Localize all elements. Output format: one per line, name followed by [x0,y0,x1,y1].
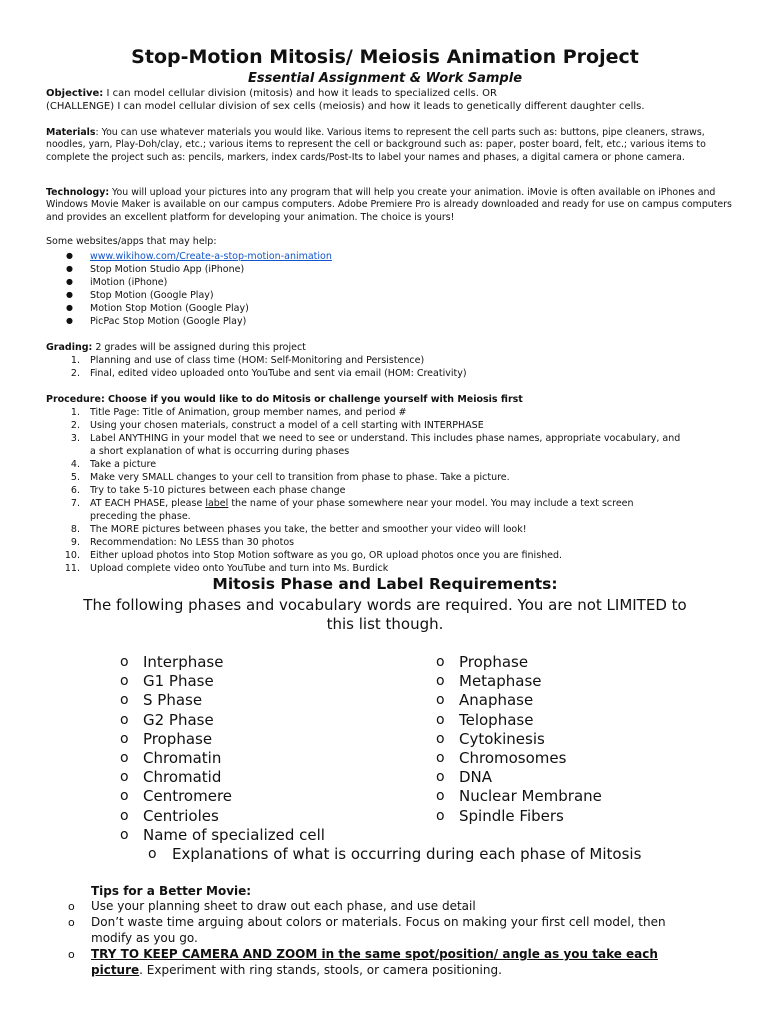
bullet-icon: ● [66,316,73,325]
bullet-o: o [120,730,129,747]
objective-line-2: (CHALLENGE) I can model cellular division of sex cells (meiosis) and how it leads to genetically different daughter cells. [46,101,645,112]
list-number: 1. [70,355,80,366]
procedure-item: Label ANYTHING in your model that we need to see or understand. This includes phase names, appropriate vocabulary, and [90,433,681,444]
tip-3-line-1: TRY TO KEEP CAMERA AND ZOOM in the same spot/position/ angle as you take each [91,947,658,961]
bullet-o: o [120,673,129,690]
list-number: 8. [70,524,80,535]
list-number: 5. [70,472,80,483]
procedure-item-7-start: AT EACH PHASE, please [90,498,206,509]
objective-text-1: I can model cellular division (mitosis) and how it leads to specialized cells. OR [103,88,497,99]
bullet-o: o [148,846,157,862]
bullet-o: o [436,788,445,805]
requirement-item: S Phase [143,691,203,710]
list-number: 3. [70,433,80,444]
procedure-item: Make very SMALL changes to your cell to transition from phase to phase. Take a picture. [90,472,510,483]
procedure-item-continued: a short explanation of what is occurring during phases [90,446,350,457]
websites-intro: Some websites/apps that may help: [46,236,217,247]
wikihow-link[interactable]: www.wikihow.com/Create-a-stop-motion-animation [90,251,332,262]
bullet-o: o [68,916,75,929]
bullet-o: o [436,654,445,670]
requirements-intro-1: The following phases and vocabulary words are required. You are not LIMITED to [83,596,687,614]
procedure-item-continued: preceding the phase. [90,511,191,522]
bullet-o: o [120,788,129,805]
bullet-o: o [436,807,445,824]
list-number: 9. [70,537,80,548]
procedure-item: Title Page: Title of Animation, group member names, and period # [90,407,407,418]
objective-line-1 [46,87,497,100]
procedure-heading: Procedure: Choose if you would like to do Mitosis or challenge yourself with Meiosis first [46,394,523,405]
requirement-item: Chromosomes [459,749,567,767]
bullet-icon: ● [66,303,73,312]
list-number: 11. [64,563,80,574]
grading-line [46,342,306,355]
bullet-o: o [120,654,129,670]
requirement-item: G1 Phase [143,672,214,691]
requirement-item: Interphase [143,653,224,671]
procedure-item: The MORE pictures between phases you take, the better and smoother your video will look! [90,524,527,535]
tip-3-bold: picture [91,963,140,977]
list-number: 2. [70,420,80,431]
bullet-o: o [120,826,129,843]
technology-text: You will upload your pictures into any program that will help you create your animation. iMovie is often available on iPhones and Windows Movie Maker is available on our campus computers. Adobe Premiere Pro is already downloaded and ready for use on campus computers and provides an excellent platform for developing your animation. The choice is yours! [46,187,732,223]
bullet-o: o [436,750,445,766]
bullet-o: o [120,692,129,709]
tips-heading: Tips for a Better Movie: [91,884,252,898]
requirement-item: DNA [459,768,493,787]
procedure-item: Try to take 5-10 pictures between each phase change [90,485,346,496]
requirement-item: Anaphase [459,691,534,710]
website-item: iMotion (iPhone) [90,277,168,288]
list-number: 10. [64,550,80,561]
grading-label: Grading: [46,342,93,353]
tip-2-line-2: modify as you go. [91,931,198,945]
grading-item: Final, edited video uploaded onto YouTube and sent via email (HOM: Creativity) [90,368,467,379]
requirements-heading: Mitosis Phase and Label Requirements: [212,575,558,593]
requirement-item: Cytokinesis [459,729,545,748]
website-item: Stop Motion (Google Play) [90,290,214,301]
procedure-item-7-label: label [205,498,229,509]
materials-paragraph [46,127,736,164]
website-item: Stop Motion Studio App (iPhone) [90,264,245,275]
bullet-o: o [436,730,445,747]
bullet-icon: ● [66,277,73,286]
tip-1: Use your planning sheet to draw out each phase, and use detail [91,899,476,913]
tip-3-rest: . Experiment with ring stands, stools, or camera positioning. [139,963,502,977]
procedure-item: Recommendation: No LESS than 30 photos [90,537,295,548]
technology-label: Technology: [46,187,110,198]
grading-text: 2 grades will be assigned during this project [92,342,306,353]
technology-paragraph [46,187,736,224]
procedure-item [90,498,634,511]
bullet-o: o [68,948,75,961]
list-number: 4. [70,459,80,470]
requirement-item: Prophase [459,653,529,671]
tip-2-line-1: Don’t waste time arguing about colors or materials. Focus on making your first cell model, then [91,915,666,929]
bullet-o: o [436,673,445,690]
procedure-item: Upload complete video onto YouTube and turn into Ms. Burdick [90,563,389,574]
list-number: 7. [70,498,80,509]
requirements-sub-item: Explanations of what is occurring during each phase of Mitosis [172,845,642,863]
requirement-item: Chromatid [143,768,222,787]
requirement-item: Prophase [143,729,213,748]
objective-label: Objective: [46,88,104,99]
website-item: PicPac Stop Motion (Google Play) [90,316,247,327]
requirement-item: Nuclear Membrane [459,787,602,806]
requirement-item: Metaphase [459,672,542,691]
page-title: Stop-Motion Mitosis/ Meiosis Animation Project [131,46,639,68]
materials-text: : You can use whatever materials you would like. Various items to represent the cell parts such as: buttons, pipe cleaners, straws, noodles, yarn, Play-Doh/clay, etc.; various items to represent the cell or background such as: paper, poster board, felt, etc.; various items to complete the project such as: pencils, markers, index cards/Post-Its to label your names and phases, a digital camera or phone camera. [46,127,706,163]
bullet-icon: ● [66,251,73,260]
bullet-o: o [120,750,129,766]
requirement-item: Telophase [459,710,534,729]
bullet-o: o [436,769,445,786]
grading-item: Planning and use of class time (HOM: Self-Monitoring and Persistence) [90,355,425,366]
requirement-item: Chromatin [143,749,222,767]
requirement-item: Centrioles [143,806,219,825]
list-number: 6. [70,485,80,496]
requirement-item: G2 Phase [143,710,214,729]
bullet-o: o [120,711,129,728]
materials-label: Materials [46,127,96,138]
website-item: Motion Stop Motion (Google Play) [90,303,249,314]
requirement-item: Name of specialized cell [143,825,325,844]
bullet-icon: ● [66,264,73,273]
procedure-item: Either upload photos into Stop Motion software as you go, OR upload photos once you are finished. [90,550,563,561]
procedure-item: Using your chosen materials, construct a model of a cell starting with INTERPHASE [90,420,484,431]
requirement-item: Spindle Fibers [459,806,564,825]
page-subtitle: Essential Assignment & Work Sample [247,71,523,86]
procedure-item: Take a picture [90,459,157,470]
bullet-o: o [436,711,445,728]
bullet-o: o [68,900,75,913]
bullet-o: o [120,769,129,786]
list-number: 2. [70,368,80,379]
list-number: 1. [70,407,80,418]
tip-3-line-2 [91,963,502,977]
bullet-o: o [120,807,129,824]
procedure-item-7-rest: the name of your phase somewhere near your model. You may include a text screen [228,498,634,509]
requirement-item: Centromere [143,787,233,806]
requirements-intro-2: this list though. [326,615,444,633]
bullet-o: o [436,692,445,709]
bullet-icon: ● [66,290,73,299]
